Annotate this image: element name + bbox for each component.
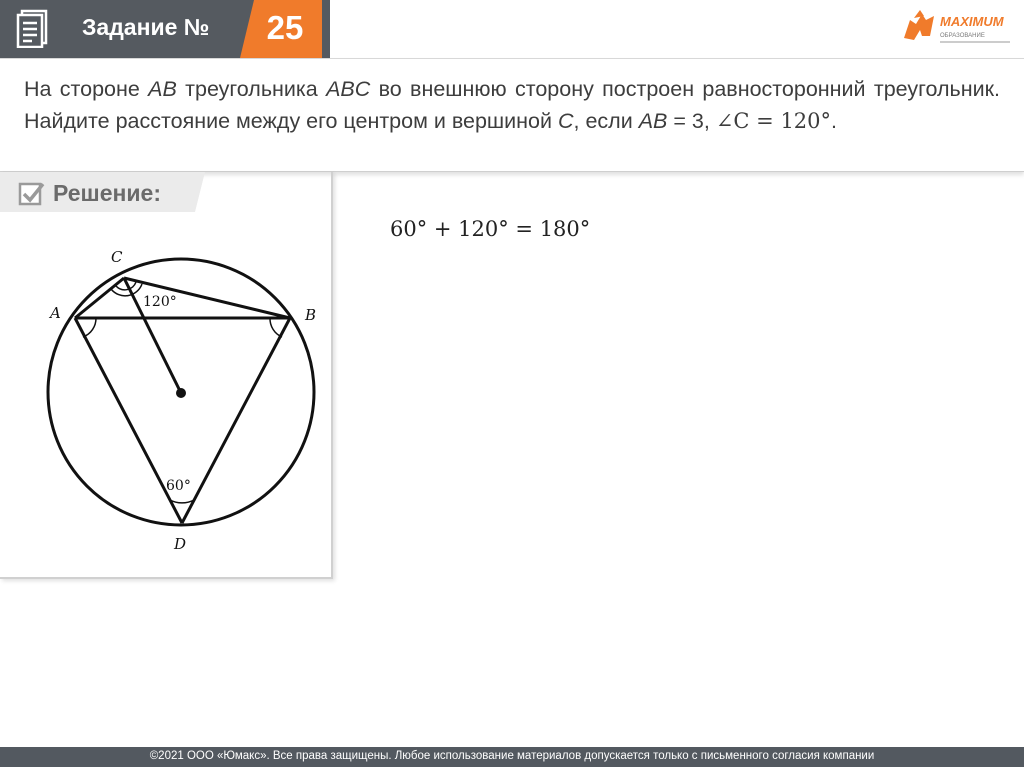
problem-text: На стороне AB треугольника ABC во внешнюю сторону построен равносторонний треугольник. Найдите расстояние между его центром и вершиной C, если AB = 3, ∠C = 120°. [24, 77, 1000, 133]
document-icon [14, 8, 54, 48]
label-d: D [174, 535, 187, 553]
problem-band [0, 58, 1024, 172]
footer-copyright: ©2021 ООО «Юмакс». Все права защищены. Любое использование материалов допускается только с письменного согласия компании [149, 750, 875, 762]
label-a: A [50, 304, 61, 322]
label-angle-c: 120° [143, 294, 177, 310]
svg-text:MAXIMUM: MAXIMUM [940, 14, 1004, 29]
label-b: B [305, 306, 317, 324]
label-angle-d: 60° [166, 478, 191, 494]
geometry-diagram [0, 240, 330, 560]
maximum-logo [900, 6, 1018, 52]
label-c: C [111, 248, 123, 266]
task-number-badge [240, 0, 330, 58]
header-title: Задание № [82, 14, 210, 40]
footer-bar [0, 747, 1024, 767]
checkbox-icon [18, 180, 46, 208]
solution-label: Решение: [53, 180, 162, 206]
center-point [176, 388, 186, 398]
solution-equation: 60° + 120° = 180° [390, 217, 591, 241]
task-number: 25 [266, 9, 304, 46]
angle-condition: ∠C = 120° [715, 109, 832, 133]
svg-text:ОБРАЗОВАНИЕ: ОБРАЗОВАНИЕ [940, 33, 985, 39]
